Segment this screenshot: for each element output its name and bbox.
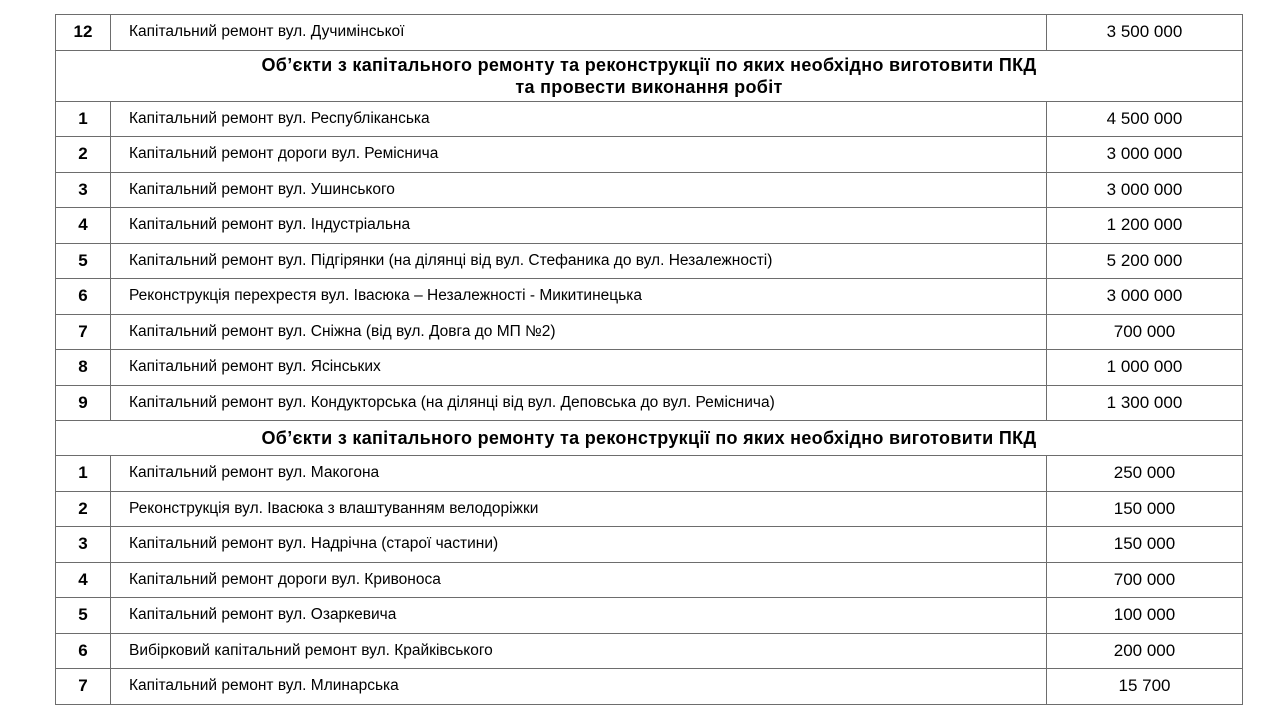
row-number: 7 [56, 314, 111, 350]
object-name: Капітальний ремонт вул. Сніжна (від вул. Довга до МП №2) [111, 314, 1047, 350]
table-row [56, 208, 1243, 244]
section-heading-row [56, 50, 1243, 101]
row-number: 5 [56, 598, 111, 634]
row-number: 3 [56, 172, 111, 208]
row-number: 2 [56, 491, 111, 527]
object-amount: 1 200 000 [1047, 208, 1243, 244]
object-name: Капітальний ремонт вул. Макогона [111, 456, 1047, 492]
row-number: 3 [56, 527, 111, 563]
row-number: 9 [56, 385, 111, 421]
object-amount: 5 200 000 [1047, 243, 1243, 279]
object-name: Капітальний ремонт вул. Індустріальна [111, 208, 1047, 244]
object-amount: 1 000 000 [1047, 350, 1243, 386]
row-number: 5 [56, 243, 111, 279]
table-row [56, 243, 1243, 279]
table-row [56, 456, 1243, 492]
object-amount: 700 000 [1047, 314, 1243, 350]
object-amount: 3 000 000 [1047, 172, 1243, 208]
row-number: 4 [56, 562, 111, 598]
row-number: 6 [56, 633, 111, 669]
table-row [56, 279, 1243, 315]
object-amount: 3 000 000 [1047, 137, 1243, 173]
table-row [56, 314, 1243, 350]
object-name: Капітальний ремонт вул. Кондукторська (на ділянці від вул. Деповська до вул. Ремісничa) [111, 385, 1047, 421]
object-name: Капітальний ремонт дороги вул. Ремісничa [111, 137, 1047, 173]
section-1-heading-line-2: та провести виконання робіт [515, 76, 783, 97]
object-amount: 250 000 [1047, 456, 1243, 492]
object-name: Капітальний ремонт дороги вул. Кривоноса [111, 562, 1047, 598]
table-row [56, 101, 1243, 137]
object-amount: 700 000 [1047, 562, 1243, 598]
row-number: 7 [56, 669, 111, 705]
object-amount: 1 300 000 [1047, 385, 1243, 421]
table-row [56, 669, 1243, 705]
object-amount: 150 000 [1047, 491, 1243, 527]
objects-table [55, 14, 1243, 705]
section-heading-row [56, 421, 1243, 456]
row-number: 1 [56, 456, 111, 492]
row-number: 12 [56, 15, 111, 51]
object-amount: 150 000 [1047, 527, 1243, 563]
table-row [56, 491, 1243, 527]
table-row [56, 598, 1243, 634]
row-number: 8 [56, 350, 111, 386]
object-amount: 3 000 000 [1047, 279, 1243, 315]
section-1-heading [56, 50, 1243, 101]
object-name: Капітальний ремонт вул. Республіканська [111, 101, 1047, 137]
row-number: 4 [56, 208, 111, 244]
object-name: Капітальний ремонт вул. Озаркевича [111, 598, 1047, 634]
object-amount: 200 000 [1047, 633, 1243, 669]
object-name: Капітальний ремонт вул. Ясінських [111, 350, 1047, 386]
object-amount: 100 000 [1047, 598, 1243, 634]
object-name: Капітальний ремонт вул. Підгірянки (на ділянці від вул. Стефаника до вул. Незалежності) [111, 243, 1047, 279]
row-number: 2 [56, 137, 111, 173]
object-amount: 3 500 000 [1047, 15, 1243, 51]
table-row [56, 385, 1243, 421]
table-row [56, 137, 1243, 173]
table-row [56, 562, 1243, 598]
table-row [56, 633, 1243, 669]
object-amount: 4 500 000 [1047, 101, 1243, 137]
object-name: Реконструкція перехрестя вул. Івасюка – Незалежності - Микитинецька [111, 279, 1047, 315]
row-number: 1 [56, 101, 111, 137]
table-row [56, 15, 1243, 51]
object-name: Вибірковий капітальний ремонт вул. Крайківського [111, 633, 1047, 669]
object-name: Реконструкція вул. Івасюка з влаштуванням велодоріжки [111, 491, 1047, 527]
object-name: Капітальний ремонт вул. Млинарська [111, 669, 1047, 705]
table-row [56, 527, 1243, 563]
object-name: Капітальний ремонт вул. Ушинського [111, 172, 1047, 208]
object-name: Капітальний ремонт вул. Дучимінської [111, 15, 1047, 51]
section-2-heading: Об’єкти з капітального ремонту та реконструкції по яких необхідно виготовити ПКД [56, 421, 1243, 456]
row-number: 6 [56, 279, 111, 315]
table-row [56, 172, 1243, 208]
table-row [56, 350, 1243, 386]
object-amount: 15 700 [1047, 669, 1243, 705]
object-name: Капітальний ремонт вул. Надрічна (старої частини) [111, 527, 1047, 563]
section-1-heading-line-1: Об’єкти з капітального ремонту та реконструкції по яких необхідно виготовити ПКД [261, 54, 1037, 75]
